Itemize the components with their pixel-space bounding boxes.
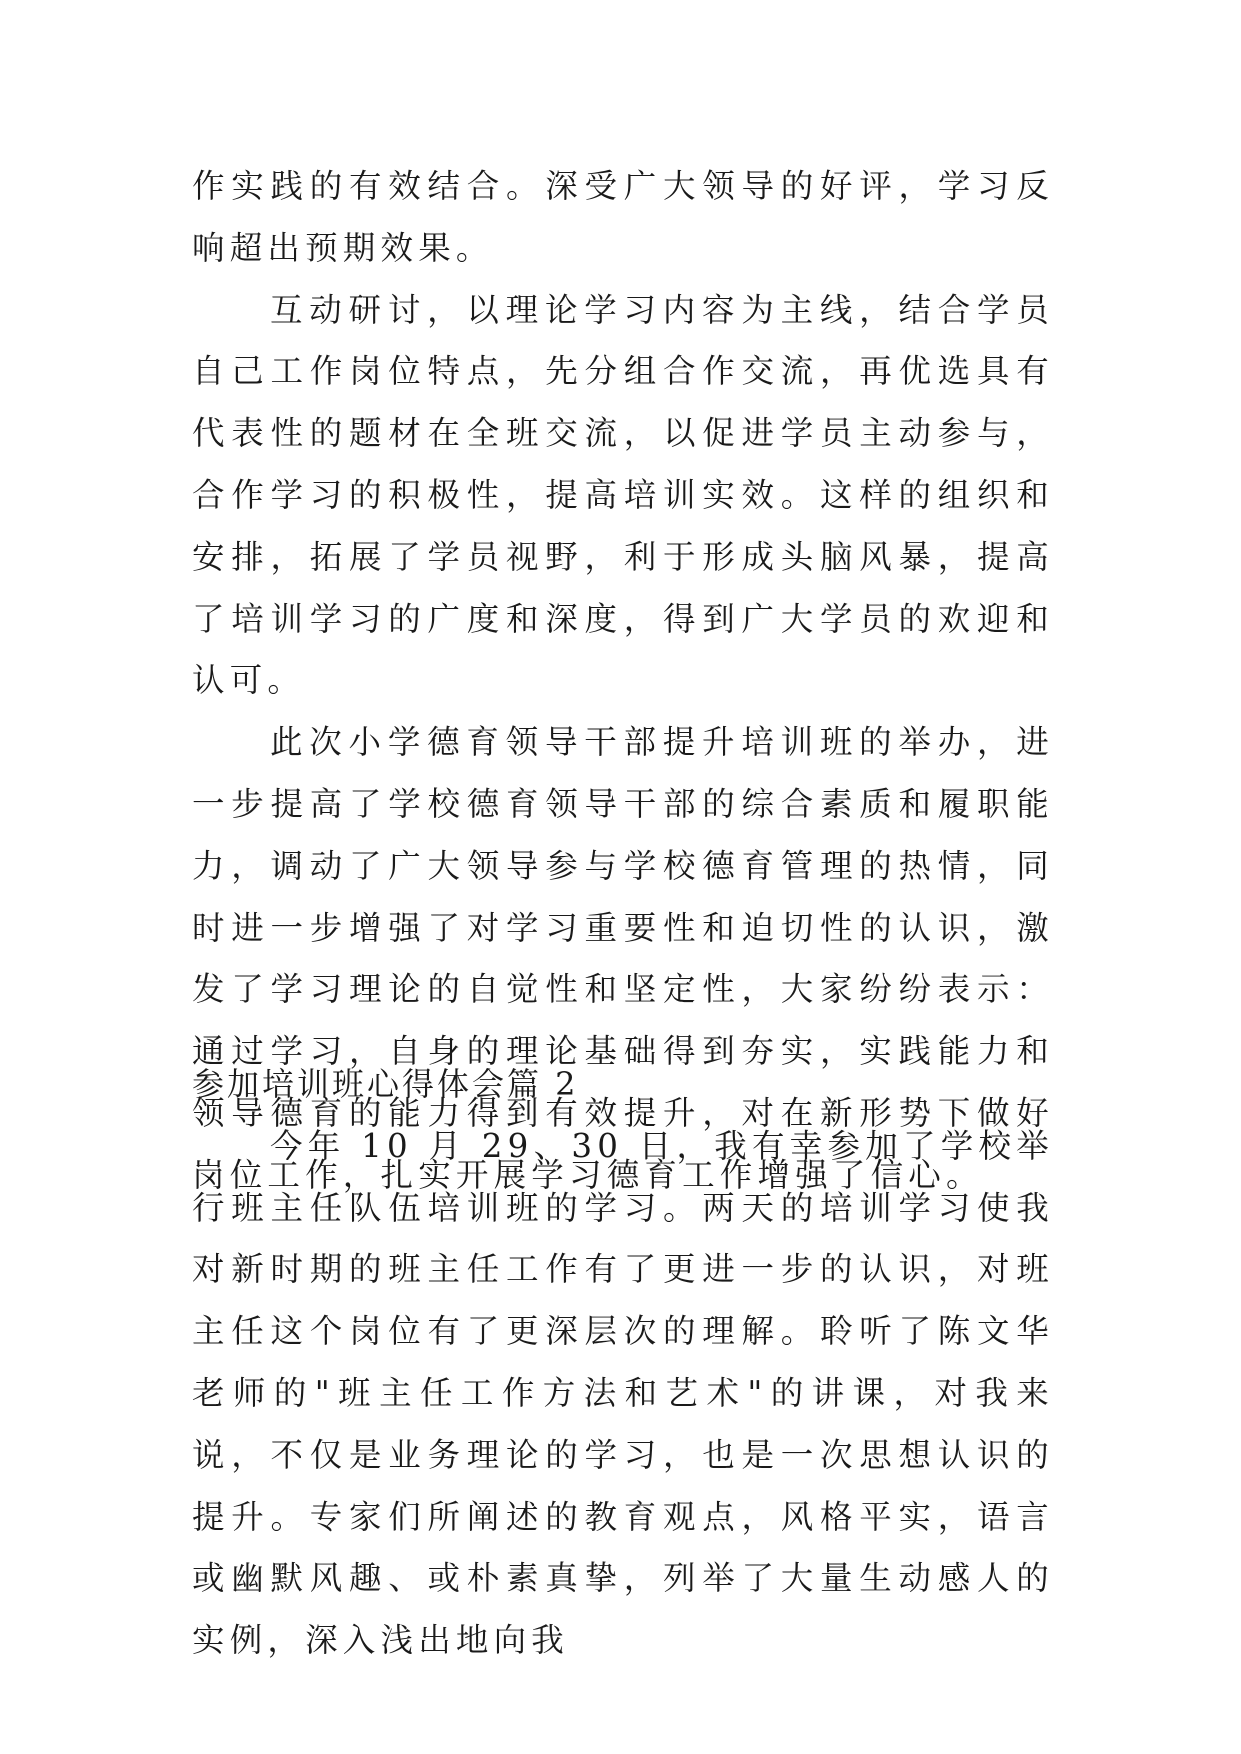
paragraph-training-outcome: 此次小学德育领导干部提升培训班的举办，进一步提高了学校德育领导干部的综合素质和履职能力，调动了广大领导参与学校德育管理的热情，同时进一步增强了对学习重要性和迫切性的认识，激发了学习理论的自觉性和坚定性，大家纷纷表示：通过学习，自身的理论基础得到夯实，实践能力和领导德育的能力得到有效提升，对在新形势下做好岗位工作，扎实开展学习德育工作增强了信心。 <box>192 723 1054 1194</box>
section-heading: 参加培训班心得体会篇 2 <box>192 1065 579 1103</box>
paragraph-continuation: 作实践的有效结合。深受广大领导的好评，学习反响超出预期效果。 <box>192 167 1054 267</box>
body-text-bottom <box>192 1054 1054 1672</box>
body-text-top <box>192 156 1054 1207</box>
paragraph-section-2-intro: 今年 10 月 29、30 日，我有幸参加了学校举行班主任队伍培训班的学习。两天的培训学习使我对新时期的班主任工作有了更进一步的认识，对班主任这个岗位有了更深层次的理解。聆听了陈文华老师的"班主任工作方法和艺术"的讲课，对我来说，不仅是业务理论的学习，也是一次思想认识的提升。专家们所阐述的教育观点，风格平实，语言或幽默风趣、或朴素真挚，列举了大量生动感人的实例，深入浅出地向我 <box>192 1126 1054 1660</box>
paragraph-interactive-discussion: 互动研讨，以理论学习内容为主线，结合学员自己工作岗位特点，先分组合作交流，再优选具有代表性的题材在全班交流，以促进学员主动参与，合作学习的积极性，提高培训实效。这样的组织和安排，拓展了学员视野，利于形成头脑风暴，提高了培训学习的广度和深度，得到广大学员的欢迎和认可。 <box>192 290 1054 700</box>
